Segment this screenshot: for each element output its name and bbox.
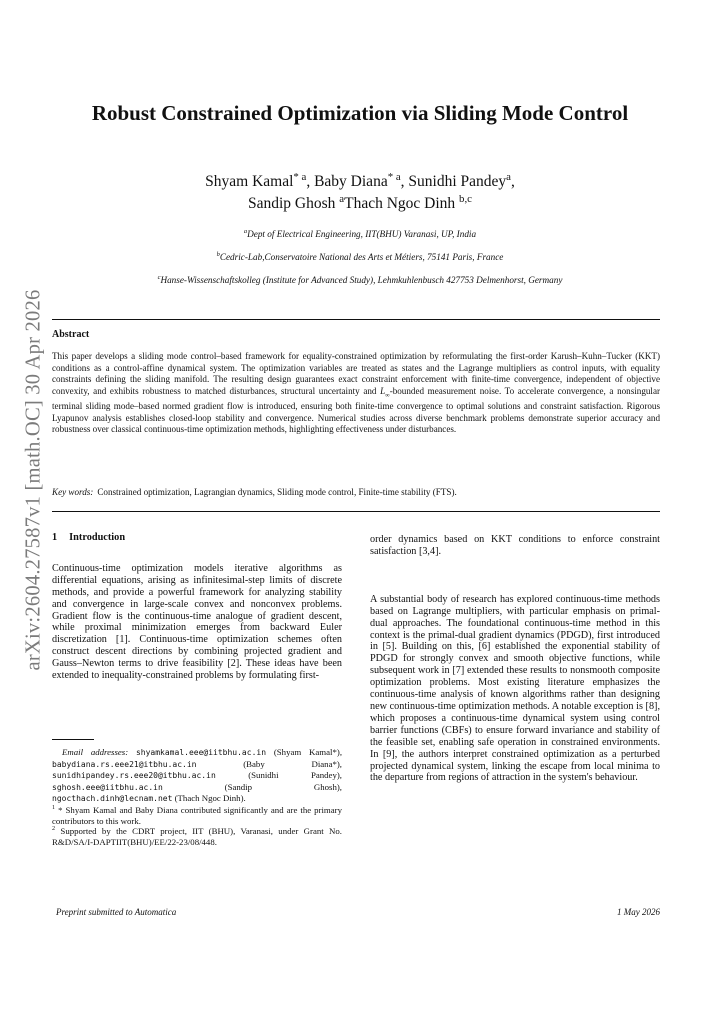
arxiv-stamp: [8, 280, 58, 680]
paragraph-gap: [370, 558, 660, 594]
footer-journal: Preprint submitted to Automatica: [56, 907, 177, 917]
affiliation-c: [60, 274, 660, 286]
author-mark: * a: [293, 170, 307, 183]
author-name: Shyam Kamal: [205, 173, 294, 190]
affiliation-mark: c: [157, 273, 161, 281]
author-name: Thach Ngoc Dinh: [344, 195, 456, 212]
email-link[interactable]: shyamkamal.eee@iitbhu.ac.in: [135, 748, 267, 757]
abstract-heading: Abstract: [52, 329, 90, 340]
footer-date: 1 May 2026: [617, 907, 660, 917]
abstract-text: [52, 351, 660, 436]
section-number: 1: [52, 532, 58, 543]
footnote-1: [52, 805, 342, 826]
author-mark: a: [339, 192, 345, 205]
email-owner: (Sandip Ghosh): [224, 781, 340, 792]
email-owner: (Sunidhi Pandey): [248, 770, 340, 781]
author-name: Baby Diana: [314, 173, 388, 190]
email-link[interactable]: sunidhipandey.rs.eee20@itbhu.ac.in: [52, 771, 216, 781]
email-link[interactable]: sghosh.eee@iitbhu.ac.in: [52, 782, 163, 792]
keywords-label: Key words:: [52, 487, 94, 497]
right-column: [370, 534, 660, 784]
email-owner: (Baby Diana*): [243, 758, 340, 769]
affiliation-text: Hanse-Wissenschaftskolleg (Institute for Advanced Study), Lehmkuhlenbusch 427753 Delmenhorst, Germany: [160, 275, 563, 285]
math-subscript: ∞: [385, 391, 390, 399]
intro-paragraph-2: A substantial body of research has explored continuous-time methods based on Lagrange multipliers, with particular emphasis on primal-dual approaches. The foundational continuous-time method in this context is the primal-dual gradient dynamics (PDGD), first introduced in [5]. Building on this, [6] established the exponential stability of PDGD for strongly convex and smooth objective functions, while subsequent work in [7] extended these results to nonsmooth composite optimization problems. Most existing literature emphasizes the continuous-time analysis of known algorithms rather than designing new continuous-time optimization methods. A notable exception is [8], which proposes a continuous-time dynamical system using control barrier functions (CBFs) to ensure forward invariance and stability of the feasible set, enabling safe operation in constrained environments. In [9], the authors interpret constrained optimization as a perturbed projected dynamical system, linking the escape from local minima to the departure from regions of attraction in the system's behaviour.: [370, 593, 660, 784]
author-mark: * a: [387, 170, 401, 183]
footnote-text: Supported by the CDRT project, IIT (BHU), Varanasi, under Grant No. R&D/SA/I-DAPTIIT(BHU)/EE/22-23/08/448.: [52, 826, 342, 847]
abstract-text-part: -bounded measurement noise. To accelerate convergence, a nonsingular terminal sliding mode–based normed gradient flow is introduced, ensuring both finite-time convergence to optimal solutions and constraint satisfaction. Rigorous Lyapunov analysis establishes closed-loop stability and convergence. Numerical studies across diverse benchmark problems demonstrate superior accuracy and robustness over classical continuous-time optimization methods, highlighting effectiveness under disturbances.: [52, 385, 661, 435]
footnote-rule: [52, 739, 94, 740]
author-list: [100, 171, 620, 215]
email-owner: (Shyam Kamal*): [273, 747, 340, 757]
affiliation-a: [60, 228, 660, 240]
affiliation-mark: b: [216, 250, 220, 258]
footnote-mark: 2: [52, 826, 56, 833]
footnote-mark: 1: [52, 805, 56, 812]
intro-paragraph-1: Continuous-time optimization models iterative algorithms as differential equations, arising as infinitesimal-step limits of discrete methods, and provide a powerful framework for analyzing stability and convergence in large-scale convex and nonconvex problems. Gradient flow is the continuous-time analogue of gradient descent, while proximal minimization emerges from backward Euler discretization [1]. Continuous-time optimization schemes often construct descent directions by combining projected gradient and Gauss–Newton terms to drive feasibility [2]. These ideas have been extended to inequality-constrained problems by formulating first-: [52, 562, 342, 682]
email-link[interactable]: babydiana.rs.eee21@itbhu.ac.in: [52, 759, 197, 769]
author-mark: a: [506, 170, 511, 183]
author-name: Sandip Ghosh: [247, 195, 336, 212]
abstract-text-part: This paper develops a sliding mode control–based framework for equality-constrained optimization by reformulating the first-order Karush–Kuhn–Tucker (KKT) conditions as a control-affine dynamical system. The optimization variables are treated as states and the Lagrange multipliers as control inputs, with equality constraints defining the sliding manifold. The resulting design guarantees exact constraint enforcement with finite-time convergence, independent of objective convexity, and exhibits robustness to matched disturbances, structural uncertainty and: [52, 351, 660, 396]
abstract-bottom-rule: [52, 511, 660, 512]
author-line-2: [100, 193, 620, 215]
footnote-2: [52, 826, 342, 847]
email-label: Email addresses:: [62, 747, 129, 757]
email-owner: (Thach Ngoc Dinh).: [174, 793, 246, 804]
footnotes: [52, 747, 342, 847]
author-name: Sunidhi Pandey: [408, 173, 507, 190]
math-symbol: L: [380, 385, 386, 396]
affiliation-text: Cedric-Lab,Conservatoire National des Arts et Métiers, 75141 Paris, France: [219, 252, 504, 262]
email-footnote: Email addresses: shyamkamal.eee@iitbhu.ac.in (Shyam Kamal*), babydiana.rs.eee21@itbhu.ac.in (Baby Diana*), sunidhipandey.rs.eee20@itbhu.ac.in (Sunidhi Pandey), sghosh.eee@iitbhu.ac.in (Sandip Ghosh), ngocthach.dinh@lecnam.net (Thach Ngoc Dinh).: [52, 747, 343, 804]
abstract-top-rule: [52, 319, 660, 320]
footnote-text: * Shyam Kamal and Baby Diana contributed significantly and are the primary contributors to this work.: [52, 804, 342, 826]
page-footer: [56, 907, 660, 917]
affiliation-b: [60, 251, 660, 263]
keywords: [52, 486, 660, 498]
affiliation-mark: a: [243, 227, 248, 235]
section-heading: [52, 532, 342, 544]
paper-title: Robust Constrained Optimization via Sliding Mode Control: [91, 101, 629, 125]
arxiv-id: arXiv:2604.27587v1 [math.OC] 30 Apr 2026: [22, 289, 45, 671]
affiliation-text: Dept of Electrical Engineering, IIT(BHU) Varanasi, UP, India: [247, 229, 477, 239]
author-mark: b,c: [459, 192, 472, 205]
intro-paragraph-1-continued: order dynamics based on KKT conditions to enforce constraint satisfaction [3,4].: [370, 534, 660, 557]
left-column: [52, 532, 342, 682]
keywords-text: Constrained optimization, Lagrangian dynamics, Sliding mode control, Finite-time stability (FTS).: [97, 487, 457, 497]
author-line-1: Shyam Kamal$^{* a}$, Baby Diana$^{* a}$, Sunidhi Pandey$^a$,: [205, 170, 515, 190]
section-title: Introduction: [69, 532, 126, 543]
email-link[interactable]: ngocthach.dinh@lecnam.net: [52, 794, 173, 804]
